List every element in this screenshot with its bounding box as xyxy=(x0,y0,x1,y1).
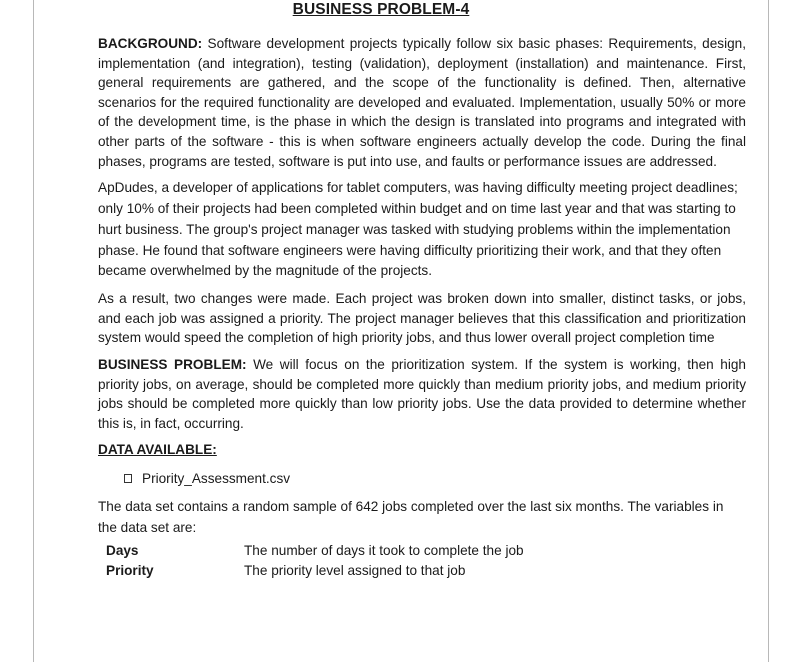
business-problem-paragraph xyxy=(98,355,746,433)
variable-row xyxy=(98,561,746,581)
variable-name: Priority xyxy=(106,563,154,579)
business-problem-text: We will focus on the prioritization system. If the system is working, then high priority jobs, on average, should be completed more quickly than medium priority jobs, and medium priority jobs should be completed more quickly than low priority jobs. Use the data provided to determine whether this is, in fact, occurring. xyxy=(98,356,746,431)
variable-description: The number of days it took to complete the job xyxy=(244,543,524,559)
variable-description: The priority level assigned to that job xyxy=(244,563,466,579)
data-file-name: Priority_Assessment.csv xyxy=(142,470,291,486)
data-description: The data set contains a random sample of 642 jobs completed over the last six months. The variables in the data set are: xyxy=(98,499,724,536)
result-paragraph: As a result, two changes were made. Each project was broken down into smaller, distinct tasks, or jobs, and each job was assigned a priority. The project manager believes that this classification and prioritization system would speed the completion of high priority jobs, and thus lower overall project completion time xyxy=(98,291,746,346)
variable-name: Days xyxy=(106,543,139,559)
background-text: Software development projects typically follow six basic phases: Requirements, design, implementation (and integration), testing (validation), deployment (installation) and maintenance. First, general requirements are gathered, and the scope of the functionality is defined. Then, alternative scenarios for the required functionality are developed and evaluated. Implementation, usually 50% or more of the development time, is the phase in which the design is translated into programs and integrated with other parts of the software - this is when software engineers actually develop the code. During the final phases, programs are tested, software is put into use, and faults or performance issues are addressed. xyxy=(98,36,746,169)
business-problem-heading: BUSINESS PROBLEM: xyxy=(98,356,247,372)
data-file-item xyxy=(124,469,746,489)
document-body xyxy=(98,34,746,581)
apdudes-paragraph: ApDudes, a developer of applications for tablet computers, was having difficulty meeting project deadlines; only 10% of their projects had been completed within budget and on time last year and that was starting to hurt business. The group's project manager was tasked with studying problems within the implementation phase. He found that software engineers were having difficulty prioritizing their work, and that they often became overwhelmed by the magnitude of the projects. xyxy=(98,180,738,279)
background-heading: BACKGROUND: xyxy=(98,36,203,51)
page-right-border xyxy=(768,0,769,662)
variables-table xyxy=(98,541,746,581)
variable-row xyxy=(98,541,746,561)
page-left-border xyxy=(33,0,34,662)
document-title: BUSINESS PROBLEM-4 xyxy=(292,1,470,18)
bullet-box-icon xyxy=(124,474,132,483)
data-available-heading: DATA AVAILABLE: xyxy=(98,442,217,458)
background-paragraph xyxy=(98,34,746,171)
